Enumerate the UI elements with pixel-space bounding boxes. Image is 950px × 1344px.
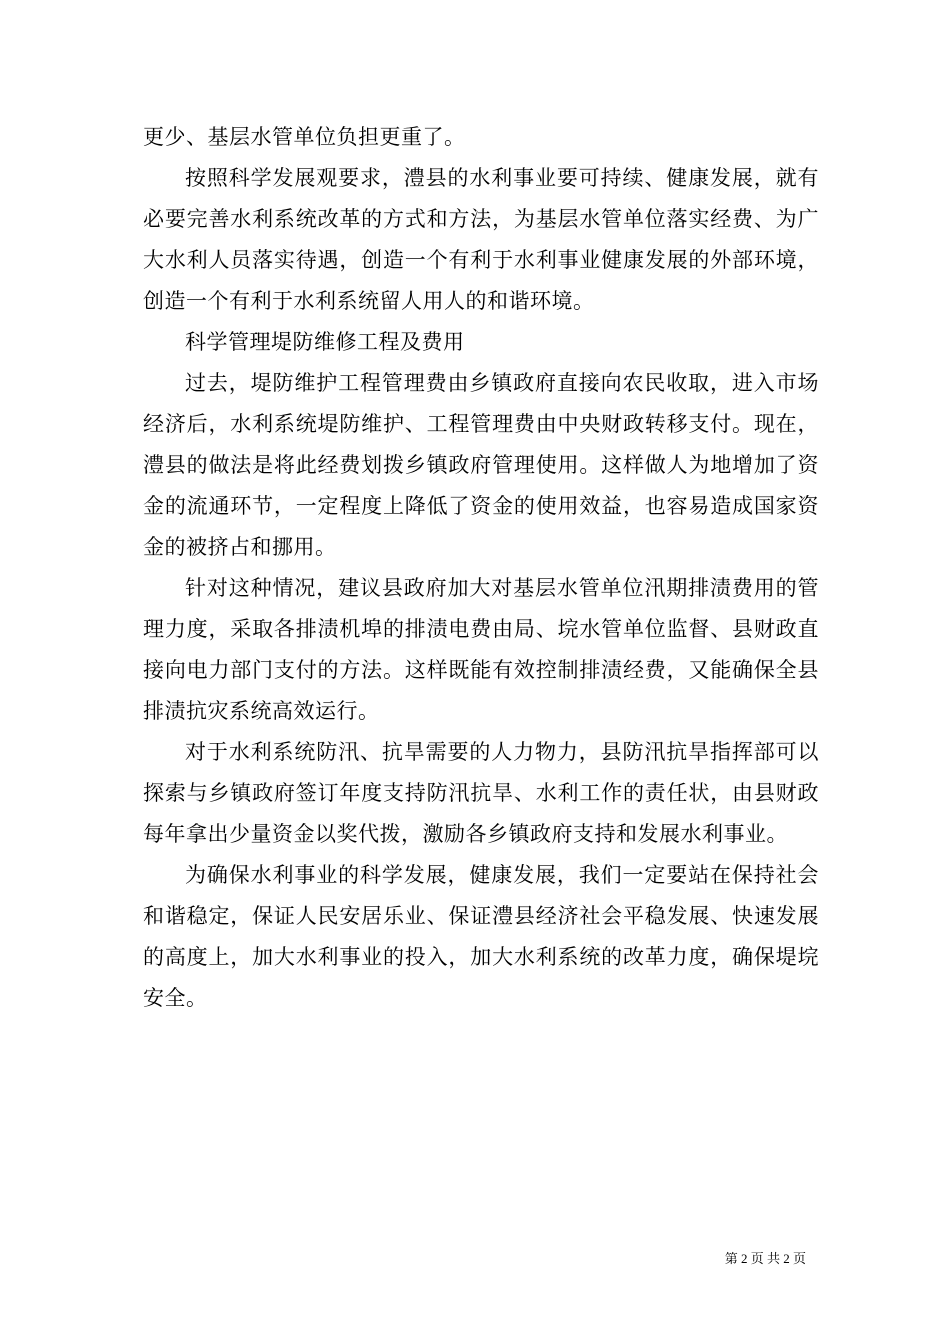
- paragraph-continuation: 更少、基层水管单位负担更重了。: [143, 125, 466, 149]
- paragraph-conclusion: 为确保水利事业的科学发展，健康发展，我们一定要站在保持社会和谐稳定，保证人民安居乐业、保证澧县经济社会平稳发展、快速发展的高度上，加大水利事业的投入，加大水利系统的改革力度，确保堤垸安全。: [143, 863, 819, 1010]
- paragraph-flood-drought-support: 对于水利系统防汛、抗旱需要的人力物力，县防汛抗旱指挥部可以探索与乡镇政府签订年度支持防汛抗旱、水利工作的责任状，由县财政每年拿出少量资金以奖代拨，激励各乡镇政府支持和发展水利事业。: [143, 740, 819, 846]
- section-heading-levee-maintenance: 科学管理堤防维修工程及费用: [185, 330, 465, 354]
- page-number-footer: 第 2 页 共 2 页: [724, 1251, 806, 1266]
- paragraph-maintenance-fees: 过去，堤防维护工程管理费由乡镇政府直接向农民收取，进入市场经济后，水利系统堤防维护、工程管理费由中央财政转移支付。现在，澧县的做法是将此经费划拨乡镇政府管理使用。这样做人为地增加了资金的流通环节，一定程度上降低了资金的使用效益，也容易造成国家资金的被挤占和挪用。: [143, 371, 819, 559]
- paragraph-drainage-costs: 针对这种情况，建议县政府加大对基层水管单位汛期排渍费用的管理力度，采取各排渍机埠的排渍电费由局、垸水管单位监督、县财政直接向电力部门支付的方法。这样既能有效控制排渍经费，又能确保全县排渍抗灾系统高效运行。: [143, 576, 819, 723]
- document-body: [143, 117, 819, 1019]
- paragraph-development-reform: 按照科学发展观要求，澧县的水利事业要可持续、健康发展，就有必要完善水利系统改革的方式和方法，为基层水管单位落实经费、为广大水利人员落实待遇，创造一个有利于水利事业健康发展的外部环境，创造一个有利于水利系统留人用人的和谐环境。: [143, 166, 819, 313]
